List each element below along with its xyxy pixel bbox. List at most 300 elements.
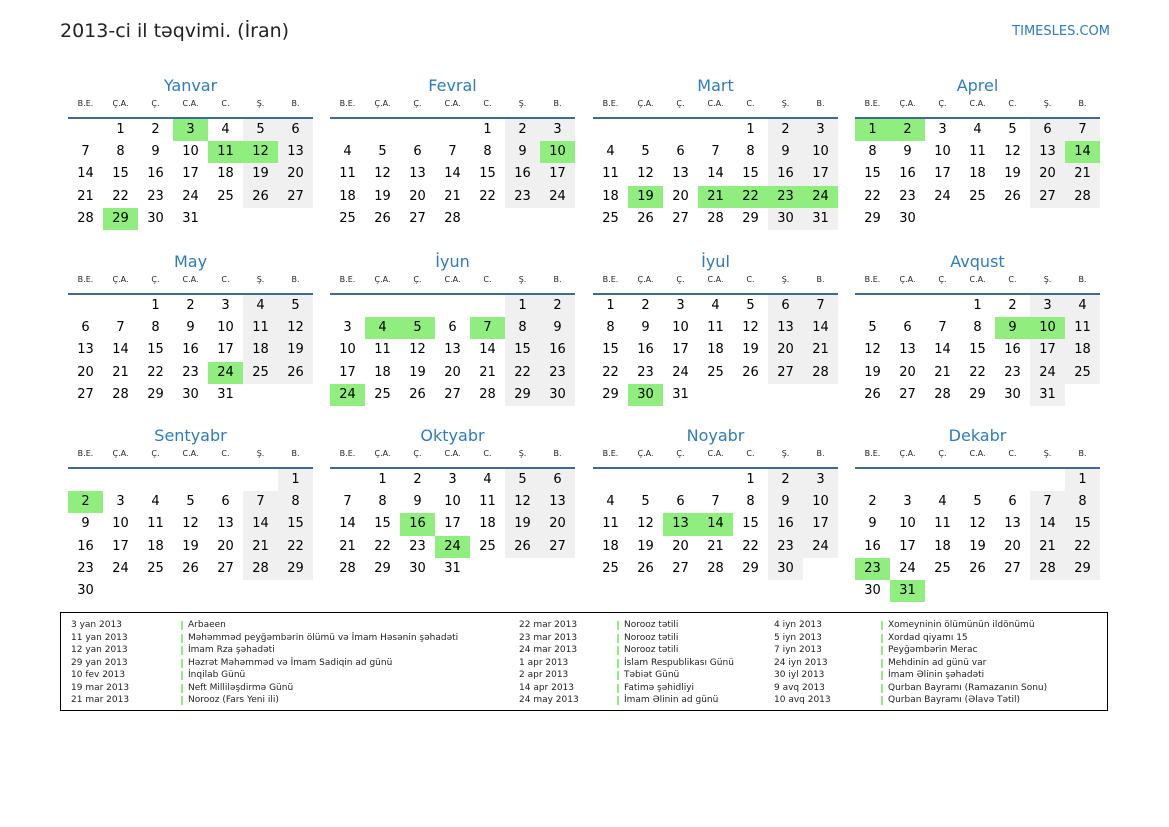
day-cell: 14 [803,317,838,339]
day-cell: 16 [182,342,199,358]
day-cell: 16 [768,513,803,535]
weekday-label: C. [746,275,755,284]
weekday-label: Ş. [781,99,790,108]
day-cell: 8 [278,491,313,513]
day-cell: 12 [637,516,654,532]
day-cell: 10 [217,320,234,336]
day-cell: 3 [938,122,947,137]
legend-name: Mehdinin ad günü var [888,657,987,668]
legend-name: Arbaeen [188,620,226,630]
day-cell: 7 [803,295,838,317]
days-grid [68,469,313,602]
day-cell: 13 [768,317,803,339]
legend-date: 12 yan 2013 [71,645,128,655]
month-1 [330,74,575,230]
legend-marker [881,659,883,668]
day-cell: 5 [186,494,195,510]
weekday-label: C. [746,449,755,458]
day-cell: 9 [768,491,803,513]
day-cell: 4 [343,144,352,160]
legend-marker [617,621,619,630]
day-cell: 26 [969,560,986,576]
legend-date: 22 mar 2013 [519,620,578,630]
day-cell: 22 [864,188,881,204]
day-cell: 23 [1004,364,1021,380]
day-cell: 11 [707,320,724,336]
day-cell: 5 [1008,122,1017,137]
month-5 [330,250,575,406]
day-cell: 13 [217,516,234,532]
day-cell: 22 [505,362,540,384]
day-cell: 12 [409,342,426,358]
day-cell: 20 [217,538,234,554]
weekday-header [68,97,313,119]
weekday-label: Ş. [518,275,527,284]
holiday-day-cell: 3 [173,119,208,141]
day-cell: 6 [540,469,575,491]
empty-cell [1030,469,1065,491]
day-cell: 29 [742,560,759,576]
legend-date: 24 mar 2013 [519,645,578,655]
day-cell: 5 [278,295,313,317]
empty-cell [593,469,628,491]
day-cell: 30 [864,582,881,598]
weekday-label: Ç.A. [637,449,654,458]
holiday-day-cell: 13 [663,513,698,535]
day-cell: 7 [938,320,947,336]
day-cell: 17 [1030,339,1065,361]
weekday-label: B.E. [77,99,94,108]
day-cell: 22 [969,364,986,380]
empty-cell [138,469,173,491]
day-cell: 14 [243,513,278,535]
day-cell: 29 [864,210,881,226]
day-cell: 13 [1004,516,1021,532]
holiday-day-cell: 2 [68,491,103,513]
month-name: Mart [697,76,734,95]
day-cell: 4 [973,122,982,137]
day-cell: 7 [243,491,278,513]
days-grid [68,295,313,406]
day-cell: 2 [540,295,575,317]
day-cell: 11 [374,342,391,358]
legend-date: 29 yan 2013 [71,657,128,668]
legend-marker [181,671,183,680]
day-cell: 16 [1004,342,1021,358]
legend-marker [881,696,883,705]
weekday-label: Ç.A. [637,275,654,284]
day-cell: 9 [641,320,650,336]
day-cell: 30 [540,384,575,406]
day-cell: 3 [116,494,125,510]
day-cell: 21 [112,364,129,380]
weekday-label: Ç.A. [374,275,391,284]
empty-cell [400,295,435,317]
empty-cell [330,469,365,491]
days-grid [593,295,838,406]
day-cell: 13 [672,166,689,182]
weekday-label: B. [553,449,562,458]
day-cell: 8 [606,320,615,336]
weekday-label: Ç.A. [112,99,129,108]
day-cell: 5 [641,494,650,510]
day-cell: 19 [969,538,986,554]
day-cell: 10 [803,141,838,163]
day-cell: 13 [444,342,461,358]
weekday-label: B. [291,275,300,284]
day-cell: 8 [973,320,982,336]
legend-name: Xomeyninin ölümünün ildönümü [888,620,1035,630]
weekday-header [855,447,1100,469]
day-cell: 29 [505,384,540,406]
day-cell: 30 [77,582,94,598]
weekday-header [330,273,575,295]
legend-date: 30 iyl 2013 [774,670,825,680]
empty-cell [593,119,628,141]
day-cell: 14 [934,342,951,358]
legend-marker [881,634,883,643]
day-cell: 18 [147,538,164,554]
weekday-label: Ç.A. [112,449,129,458]
day-cell: 21 [444,188,461,204]
legend-date: 10 avq 2013 [774,695,831,705]
day-cell: 4 [243,295,278,317]
day-cell: 15 [1065,513,1100,535]
day-cell: 12 [969,516,986,532]
legend-date: 9 avq 2013 [774,682,825,693]
day-cell: 26 [505,536,540,558]
legend-marker [617,634,619,643]
day-cell: 24 [540,186,575,208]
empty-cell [470,295,505,317]
empty-cell [365,119,400,141]
day-cell: 2 [151,122,160,137]
month-3 [855,74,1100,230]
day-cell: 13 [899,342,916,358]
day-cell: 27 [672,560,689,576]
day-cell: 9 [81,516,90,532]
day-cell: 5 [505,469,540,491]
weekday-label: Ç. [938,275,947,284]
day-cell: 20 [1004,538,1021,554]
day-cell: 12 [278,317,313,339]
month-name: Yanvar [163,76,218,95]
day-cell: 28 [243,558,278,580]
holiday-day-cell: 5 [400,317,435,339]
day-cell: 26 [637,560,654,576]
day-cell: 16 [899,166,916,182]
day-cell: 7 [711,494,720,510]
weekday-label: B. [816,275,825,284]
empty-cell [663,119,698,141]
day-cell: 3 [676,298,685,313]
day-cell: 23 [540,362,575,384]
day-cell: 3 [903,494,912,510]
legend-date: 5 iyn 2013 [774,632,822,643]
day-cell: 22 [112,188,129,204]
day-cell: 29 [278,558,313,580]
day-cell: 30 [768,558,803,580]
day-cell: 2 [186,298,195,313]
empty-cell [698,119,733,141]
legend-marker [617,646,619,655]
month-10 [593,424,838,580]
day-cell: 7 [116,320,125,336]
day-cell: 11 [243,317,278,339]
legend-marker [617,696,619,705]
site-link[interactable]: TIMESLES.COM [1012,24,1110,39]
day-cell: 24 [934,188,951,204]
day-cell: 9 [505,141,540,163]
holiday-day-cell: 9 [995,317,1030,339]
month-11 [855,424,1100,602]
weekday-label: C.A. [707,275,724,284]
legend-name: İnqilab Günü [188,670,246,680]
holiday-day-cell: 24 [803,186,838,208]
day-cell: 7 [81,144,90,160]
legend-marker [181,696,183,705]
day-cell: 17 [803,513,838,535]
day-cell: 25 [339,210,356,226]
day-cell: 4 [151,494,160,510]
day-cell: 21 [77,188,94,204]
legend-date: 2 apr 2013 [519,670,569,680]
legend-name: Norooz tətili [624,620,679,630]
day-cell: 23 [147,188,164,204]
day-cell: 15 [864,166,881,182]
legend-date: 14 apr 2013 [519,682,575,693]
days-grid [68,119,313,230]
day-cell: 5 [641,144,650,160]
weekday-label: B.E. [864,275,881,284]
day-cell: 20 [409,188,426,204]
weekday-label: C. [1008,99,1017,108]
day-cell: 18 [479,516,496,532]
day-cell: 23 [409,538,426,554]
empty-cell [628,469,663,491]
weekday-label: C. [221,99,230,108]
empty-cell [855,295,890,317]
day-cell: 5 [868,320,877,336]
legend-date: 4 iyn 2013 [774,620,822,630]
weekday-label: B.E. [602,99,619,108]
day-cell: 14 [77,166,94,182]
day-cell: 7 [448,144,457,160]
day-cell: 19 [505,513,540,535]
month-name: Dekabr [948,426,1007,445]
empty-cell [435,119,470,141]
day-cell: 19 [1004,166,1021,182]
weekday-label: C.A. [182,275,199,284]
day-cell: 28 [1065,186,1100,208]
day-cell: 25 [479,538,496,554]
day-cell: 16 [147,166,164,182]
weekday-label: C.A. [969,99,986,108]
legend-date: 23 mar 2013 [519,632,578,643]
legend-marker [181,646,183,655]
empty-cell [400,119,435,141]
day-cell: 26 [1004,188,1021,204]
empty-cell [925,295,960,317]
month-name: İyun [435,252,470,271]
day-cell: 13 [77,342,94,358]
legend-name: İmam Rza şəhadəti [188,645,275,655]
weekday-label: B. [1078,99,1087,108]
day-cell: 19 [374,188,391,204]
weekday-label: Ç.A. [112,275,129,284]
day-cell: 12 [182,516,199,532]
legend-marker [881,684,883,693]
holiday-day-cell: 4 [365,317,400,339]
day-cell: 7 [711,144,720,160]
day-cell: 18 [243,339,278,361]
day-cell: 24 [899,560,916,576]
days-grid [330,295,575,406]
holiday-day-cell: 22 [733,186,768,208]
legend-name: Norooz (Fars Yeni ili) [188,695,279,705]
empty-cell [890,295,925,317]
day-cell: 20 [540,513,575,535]
day-cell: 1 [746,122,755,137]
weekday-label: Ş. [256,275,265,284]
day-cell: 28 [803,362,838,384]
day-cell: 20 [768,339,803,361]
empty-cell [960,469,995,491]
weekday-label: C. [221,449,230,458]
legend-marker [617,659,619,668]
empty-cell [995,469,1030,491]
days-grid [593,119,838,230]
day-cell: 9 [413,494,422,510]
weekday-label: B.E. [339,449,356,458]
day-cell: 7 [343,494,352,510]
day-cell: 26 [409,386,426,402]
month-2 [593,74,838,230]
weekday-label: C.A. [182,449,199,458]
holiday-day-cell: 24 [330,384,365,406]
day-cell: 3 [540,119,575,141]
weekday-label: B. [291,99,300,108]
legend-name: Xordad qiyamı 15 [888,632,968,643]
holiday-day-cell: 14 [698,513,733,535]
day-cell: 30 [182,386,199,402]
day-cell: 14 [339,516,356,532]
holiday-day-cell: 1 [855,119,890,141]
weekday-label: Ç.A. [899,275,916,284]
weekday-label: C. [483,99,492,108]
day-cell: 21 [1065,163,1100,185]
weekday-label: Ç.A. [899,449,916,458]
day-cell: 17 [803,163,838,185]
weekday-label: Ç.A. [899,99,916,108]
day-cell: 11 [1065,317,1100,339]
empty-cell [103,295,138,317]
day-cell: 18 [339,188,356,204]
day-cell: 23 [899,188,916,204]
day-cell: 20 [444,364,461,380]
day-cell: 23 [768,536,803,558]
day-cell: 30 [768,208,803,230]
weekday-header [330,97,575,119]
day-cell: 16 [77,538,94,554]
day-cell: 8 [483,144,492,160]
page-title: 2013-ci il təqvimi. (İran) [60,20,290,42]
empty-cell [925,469,960,491]
day-cell: 8 [505,317,540,339]
month-7 [855,250,1100,406]
day-cell: 1 [116,122,125,137]
empty-cell [103,469,138,491]
day-cell: 12 [505,491,540,513]
day-cell: 2 [641,298,650,313]
day-cell: 10 [672,320,689,336]
weekday-label: Ş. [1043,275,1052,284]
day-cell: 31 [444,560,461,576]
legend-marker [181,684,183,693]
day-cell: 10 [182,144,199,160]
empty-cell [365,295,400,317]
day-cell: 21 [707,538,724,554]
weekday-label: Ç. [938,99,947,108]
day-cell: 31 [803,208,838,230]
weekday-label: B. [816,99,825,108]
day-cell: 26 [864,386,881,402]
empty-cell [330,295,365,317]
day-cell: 10 [934,144,951,160]
day-cell: 17 [672,342,689,358]
day-cell: 22 [147,364,164,380]
legend-name: Həzrət Məhəmməd və İmam Sadiqin ad günü [188,657,393,668]
empty-cell [243,469,278,491]
legend-marker [881,621,883,630]
legend-date: 19 mar 2013 [71,682,130,693]
day-cell: 12 [1004,144,1021,160]
day-cell: 14 [444,166,461,182]
day-cell: 26 [278,362,313,384]
day-cell: 9 [151,144,160,160]
day-cell: 2 [768,119,803,141]
month-name: Sentyabr [154,426,227,445]
day-cell: 21 [803,339,838,361]
legend-date: 24 may 2013 [519,695,579,705]
day-cell: 4 [938,494,947,510]
day-cell: 26 [243,186,278,208]
day-cell: 24 [112,560,129,576]
day-cell: 9 [768,141,803,163]
day-cell: 6 [676,494,685,510]
weekday-label: Ç. [676,99,685,108]
legend-name: Neft Milliləşdirmə Günü [188,682,294,693]
day-cell: 4 [1065,295,1100,317]
day-cell: 29 [742,210,759,226]
weekday-label: Ç.A. [374,99,391,108]
month-name: May [173,252,208,271]
empty-cell [855,469,890,491]
legend-name: İslam Respublikası Günü [624,657,734,668]
weekday-label: B.E. [864,99,881,108]
weekday-label: Ç.A. [637,99,654,108]
weekday-label: C. [1008,449,1017,458]
day-cell: 26 [374,210,391,226]
legend-date: 11 yan 2013 [71,632,128,643]
legend-date: 7 iyn 2013 [774,645,822,655]
day-cell: 29 [602,386,619,402]
day-cell: 30 [147,210,164,226]
weekday-label: B.E. [602,275,619,284]
weekday-label: C. [746,99,755,108]
day-cell: 1 [278,469,313,491]
legend-name: Peyğəmbərin Merac [888,645,978,655]
